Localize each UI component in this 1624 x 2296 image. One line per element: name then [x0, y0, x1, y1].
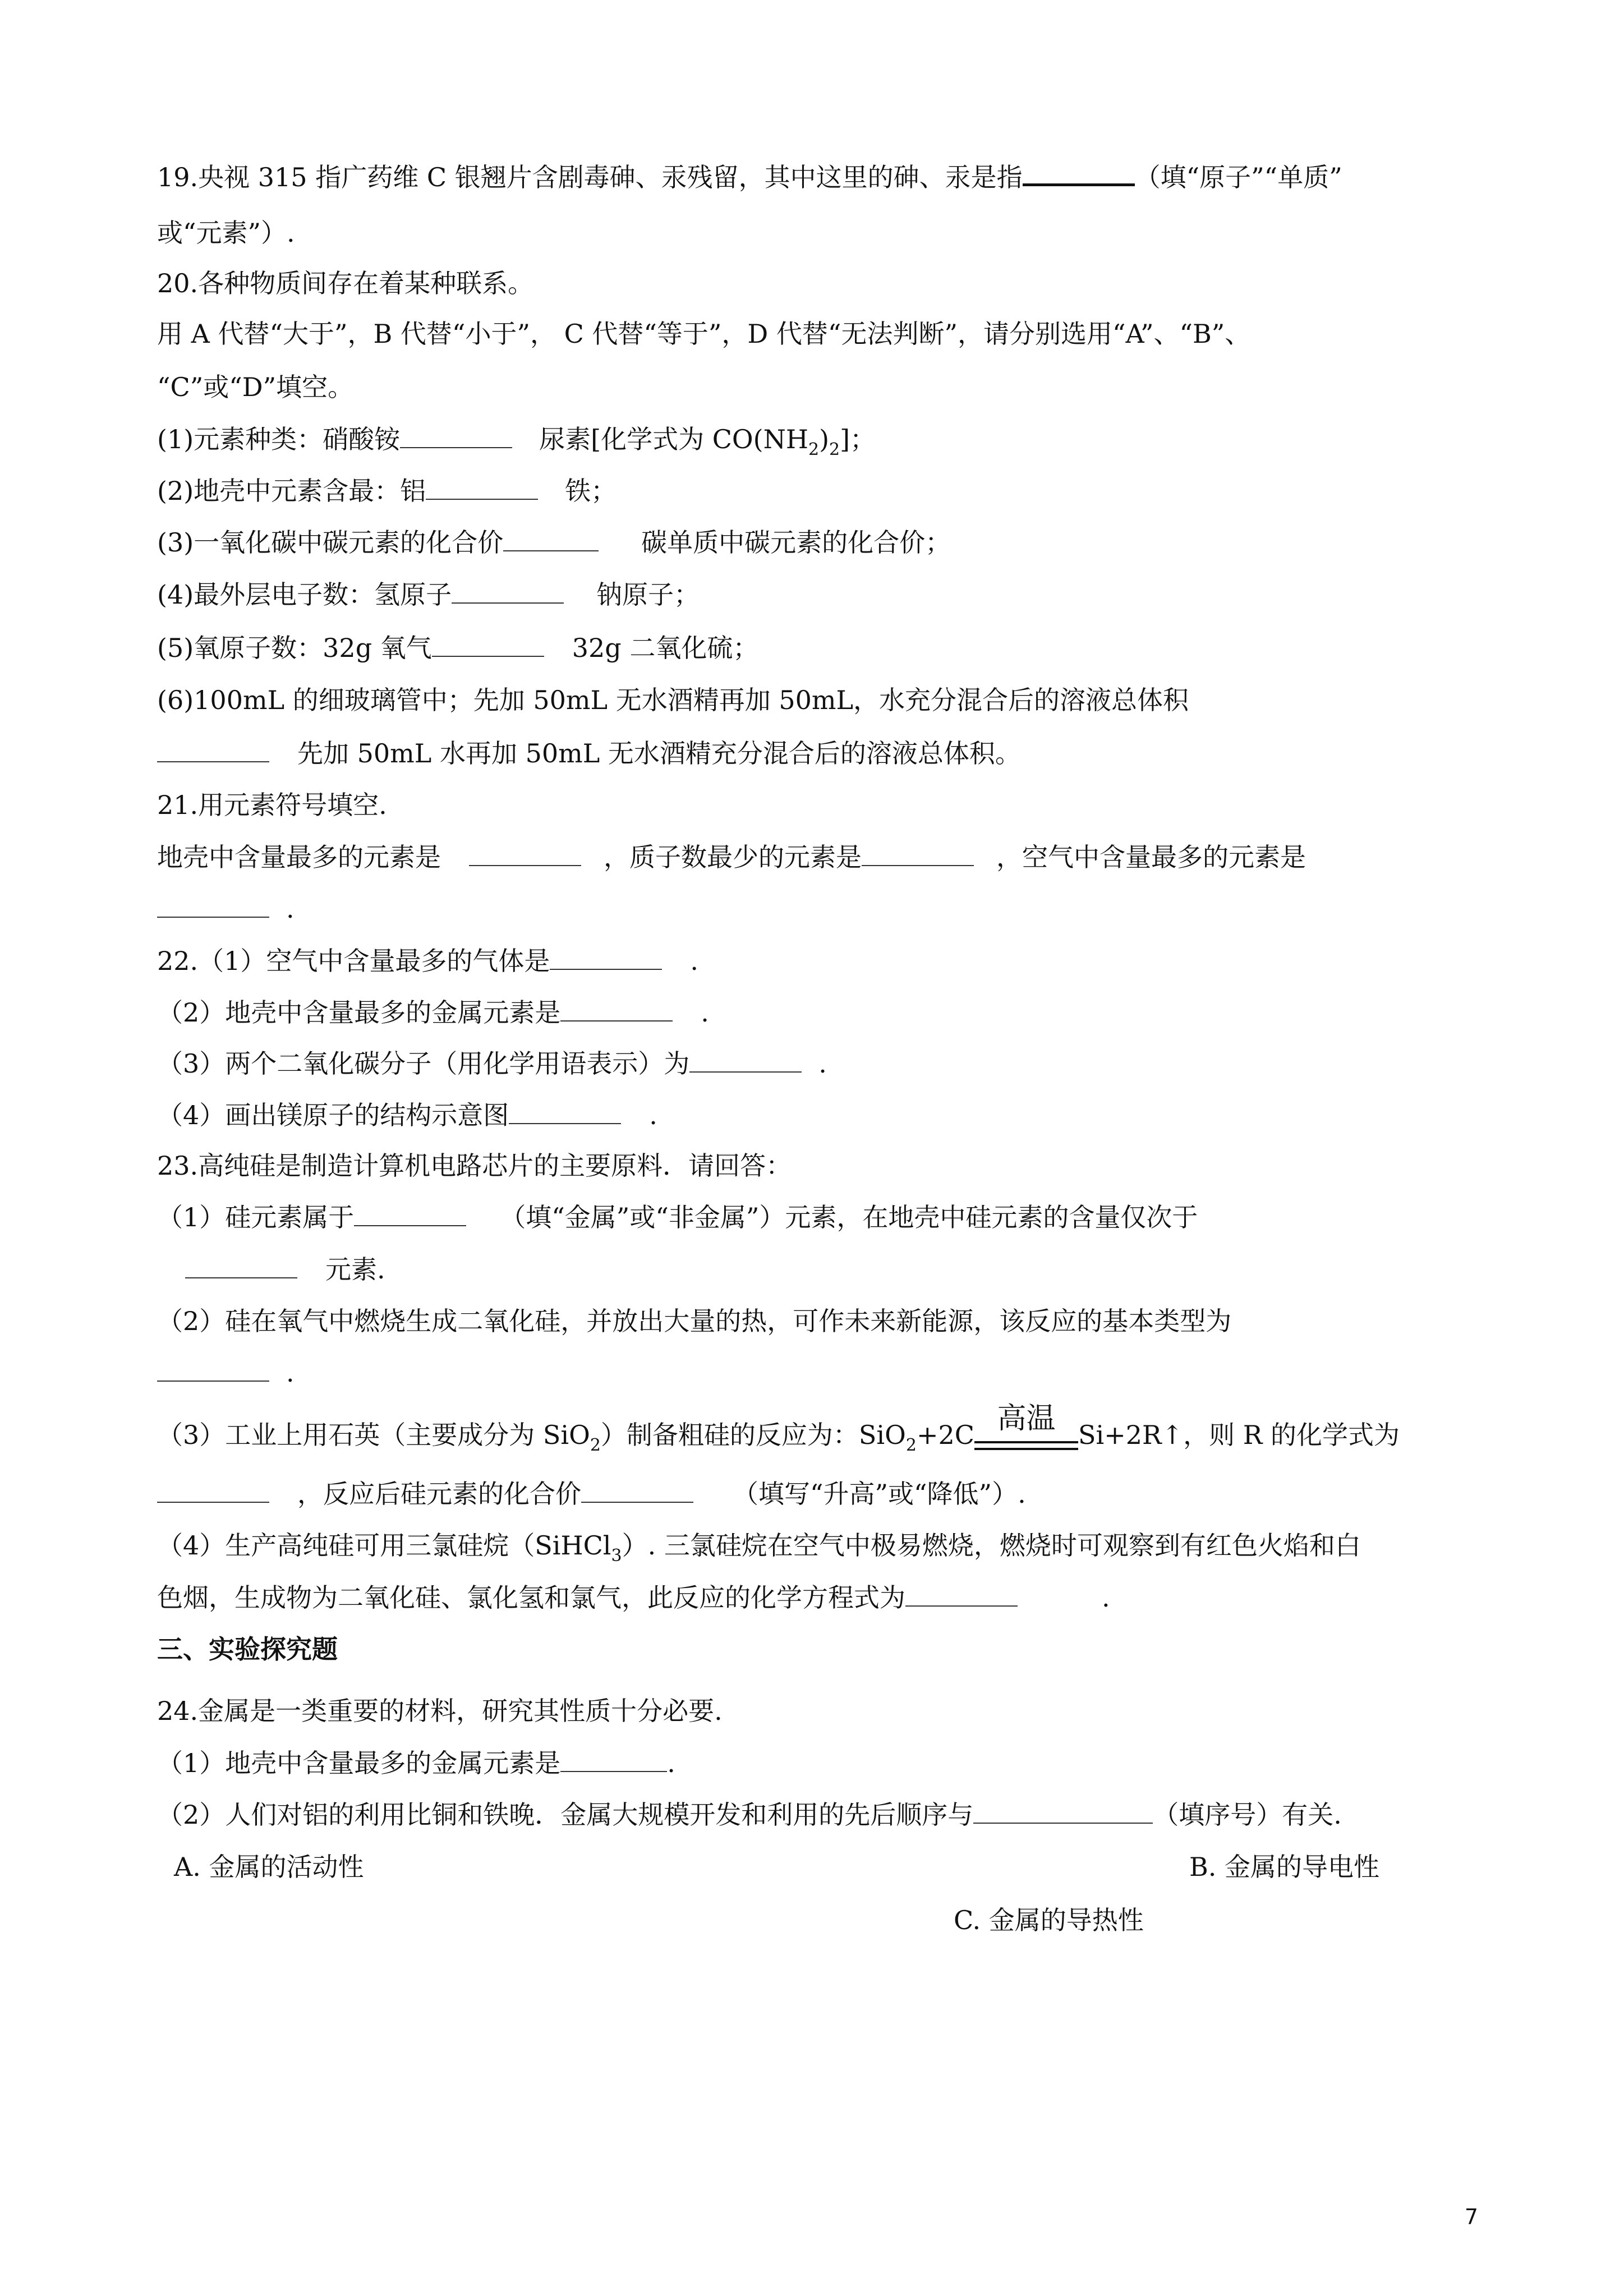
q23-title: 23.高纯硅是制造计算机电路芯片的主要原料．请回答： — [157, 1151, 792, 1181]
q22-p2-end: . — [701, 997, 709, 1028]
q23-p4-text-b: ）. 三氯硅烷在空气中极易燃烧，燃烧时可观察到有红色火焰和白 — [622, 1530, 1361, 1561]
q20-p1-text: (1)元素种类：硝酸铵 — [157, 424, 401, 454]
q20-p4-text: (4)最外层电子数：氢原子 — [157, 579, 452, 610]
q21-title: 21.用元素符号填空. — [157, 790, 387, 820]
q24-p1-end: . — [667, 1748, 675, 1778]
q22-p3-end: . — [818, 1048, 827, 1079]
q20-p6-text: 先加 50mL 水再加 50mL 无水酒精充分混合后的溶液总体积。 — [297, 738, 1021, 769]
answer-blank[interactable] — [581, 1479, 693, 1503]
q23-p4-text-c: 色烟，生成物为二氧化硅、氯化氢和氯气，此反应的化学方程式为 — [157, 1582, 905, 1613]
subscript: 2 — [808, 440, 820, 459]
q23-p1-text-b: （填“金属”或“非金属”）元素，在地壳中硅元素的含量仅次于 — [500, 1202, 1198, 1232]
answer-blank[interactable] — [560, 1749, 667, 1772]
q23-p4-end: . — [1102, 1582, 1110, 1613]
q23-p2-end: . — [286, 1358, 295, 1388]
answer-blank[interactable] — [400, 425, 512, 448]
q24-part-2 — [157, 1798, 1342, 1832]
q20-p1-formula: 尿素[化学式为 CO(NH — [539, 424, 808, 454]
q20-part-1 — [157, 422, 876, 467]
q22-p4-end: . — [649, 1100, 657, 1130]
q20-intro-1: 用 A 代替“大于”，B 代替“小于”， C 代替“等于”，D 代替“无法判断”，请分别选用“A”、“B”、 — [157, 319, 1251, 349]
q19-line2: 或“元素”）. — [157, 218, 295, 248]
q23-part-1-line2 — [185, 1253, 385, 1286]
q20-p2-end: 铁； — [565, 476, 617, 506]
q20-p1-paren: ) — [819, 424, 830, 454]
q19-text-a: 19.央视 315 指广药维 C 银翘片含剧毒砷、汞残留，其中这里的砷、汞是指 — [157, 162, 1023, 192]
q24-p2-end: （填序号）有关. — [1153, 1800, 1342, 1830]
q22-part-3 — [157, 1047, 827, 1080]
q20-p3-end: 碳单质中碳元素的化合价； — [641, 527, 951, 558]
section-heading: 三、实验探究题 — [157, 1634, 338, 1664]
q20-part-3 — [157, 526, 951, 559]
page-number: 7 — [1464, 2205, 1478, 2229]
answer-blank[interactable] — [469, 843, 581, 866]
q22-p3-text: （3）两个二氧化碳分子（用化学用语表示）为 — [157, 1048, 690, 1079]
q23-p3-reactant: +2C — [916, 1420, 974, 1450]
q20-p2-text: (2)地壳中元素含最：铝 — [157, 476, 426, 506]
q22-part-2 — [157, 996, 709, 1029]
answer-blank[interactable] — [157, 1479, 269, 1503]
answer-blank[interactable] — [509, 1101, 621, 1124]
q20-part-6-line2 — [157, 737, 1021, 770]
option-c[interactable]: C. 金属的导热性 — [954, 1905, 1144, 1935]
q23-part-4-line1 — [157, 1529, 1361, 1573]
subscript: 3 — [611, 1546, 622, 1566]
q20-p1-end: ]； — [840, 424, 876, 454]
q23-part-2-line2 — [157, 1356, 295, 1389]
equals-line-bottom — [974, 1448, 1078, 1450]
q23-p1-end: 元素. — [325, 1254, 385, 1285]
answer-blank[interactable] — [689, 1049, 802, 1073]
q21-end: . — [286, 894, 295, 924]
q19-line1 — [157, 160, 1342, 194]
answer-blank[interactable] — [452, 580, 564, 604]
q20-intro-2: “C”或“D”填空。 — [157, 372, 354, 402]
q20-part-2 — [157, 474, 617, 508]
q22-part-4 — [157, 1098, 657, 1132]
answer-blank[interactable] — [354, 1203, 466, 1226]
q22-p1-end: . — [690, 946, 699, 976]
q23-part-1-line1 — [157, 1200, 1198, 1234]
q24-part-1 — [157, 1746, 675, 1780]
answer-blank[interactable] — [560, 998, 673, 1022]
q20-part-6-line1: (6)100mL 的细玻璃管中；先加 50mL 无水酒精再加 50mL，水充分混合后的溶液总体积 — [157, 685, 1189, 715]
q20-p5-text: (5)氧原子数：32g 氧气 — [157, 633, 432, 663]
q20-title: 20.各种物质间存在着某种联系。 — [157, 268, 534, 298]
answer-blank[interactable] — [973, 1800, 1153, 1824]
q23-part-4-line2 — [157, 1581, 1110, 1614]
answer-blank[interactable] — [426, 476, 538, 500]
q21-line1 — [157, 840, 1306, 874]
answer-blank[interactable] — [550, 946, 662, 970]
q23-p1-text: （1）硅元素属于 — [157, 1202, 355, 1232]
subscript: 2 — [905, 1435, 917, 1455]
q21-text-c: ，空气中含量最多的元素是 — [996, 842, 1306, 872]
q20-p5-end: 32g 二氧化硫； — [572, 633, 759, 663]
answer-blank[interactable] — [185, 1255, 297, 1278]
q23-part-3-line2 — [157, 1477, 1026, 1511]
q20-p3-text: (3)一氧化碳中碳元素的化合价 — [157, 527, 504, 558]
q23-part-2-line1: （2）硅在氧气中燃烧生成二氧化硅，并放出大量的热，可作未来新能源，该反应的基本类型为 — [157, 1306, 1232, 1336]
q24-p1-text: （1）地壳中含量最多的金属元素是 — [157, 1748, 561, 1778]
q22-p1-text: 22.（1）空气中含量最多的气体是 — [157, 946, 550, 976]
q22-p2-text: （2）地壳中含量最多的金属元素是 — [157, 997, 561, 1028]
q20-p4-end: 钠原子； — [596, 579, 700, 610]
equals-line-top — [974, 1441, 1078, 1443]
q19-text-b: （填“原子”“单质” — [1134, 162, 1342, 192]
option-b[interactable]: B. 金属的导电性 — [1189, 1852, 1380, 1882]
q20-part-5 — [157, 631, 758, 665]
subscript: 2 — [829, 440, 840, 459]
answer-blank[interactable] — [1023, 161, 1135, 186]
q23-p3-text-e: ，反应后硅元素的化合价 — [297, 1479, 581, 1509]
q23-part-3-line1 — [157, 1402, 1400, 1462]
q22-part-1 — [157, 944, 698, 978]
q21-text-a: 地壳中含量最多的元素是 — [157, 842, 441, 872]
q24-p2-text: （2）人们对铝的利用比铜和铁晚．金属大规模开发和利用的先后顺序与 — [157, 1800, 974, 1830]
q23-p3-text: （3）工业上用石英（主要成分为 SiO — [157, 1420, 590, 1450]
q23-p3-end: （填写“升高”或“降低”）. — [733, 1479, 1026, 1509]
q21-line2 — [157, 892, 295, 926]
q23-p4-text: （4）生产高纯硅可用三氯硅烷（SiHCl — [157, 1530, 611, 1561]
answer-blank[interactable] — [432, 633, 544, 657]
answer-blank[interactable] — [503, 528, 599, 551]
answer-blank[interactable] — [905, 1583, 1018, 1607]
subscript: 2 — [590, 1435, 601, 1455]
q22-p4-text: （4）画出镁原子的结构示意图 — [157, 1100, 509, 1130]
reaction-condition: 高温 — [997, 1402, 1056, 1435]
q24-title: 24.金属是一类重要的材料，研究其性质十分必要. — [157, 1696, 723, 1726]
q21-text-b: ，质子数最少的元素是 — [604, 842, 862, 872]
option-a[interactable]: A. 金属的活动性 — [174, 1852, 364, 1882]
answer-blank[interactable] — [157, 1358, 269, 1382]
answer-blank[interactable] — [157, 739, 269, 762]
answer-blank[interactable] — [157, 894, 269, 918]
q23-p3-product: Si+2R↑，则 R 的化学式为 — [1078, 1420, 1400, 1450]
q23-p3-text-b: ）制备粗硅的反应为：SiO — [600, 1420, 906, 1450]
q20-part-4 — [157, 578, 700, 611]
answer-blank[interactable] — [862, 843, 974, 866]
reaction-condition-arrow — [974, 1402, 1078, 1462]
